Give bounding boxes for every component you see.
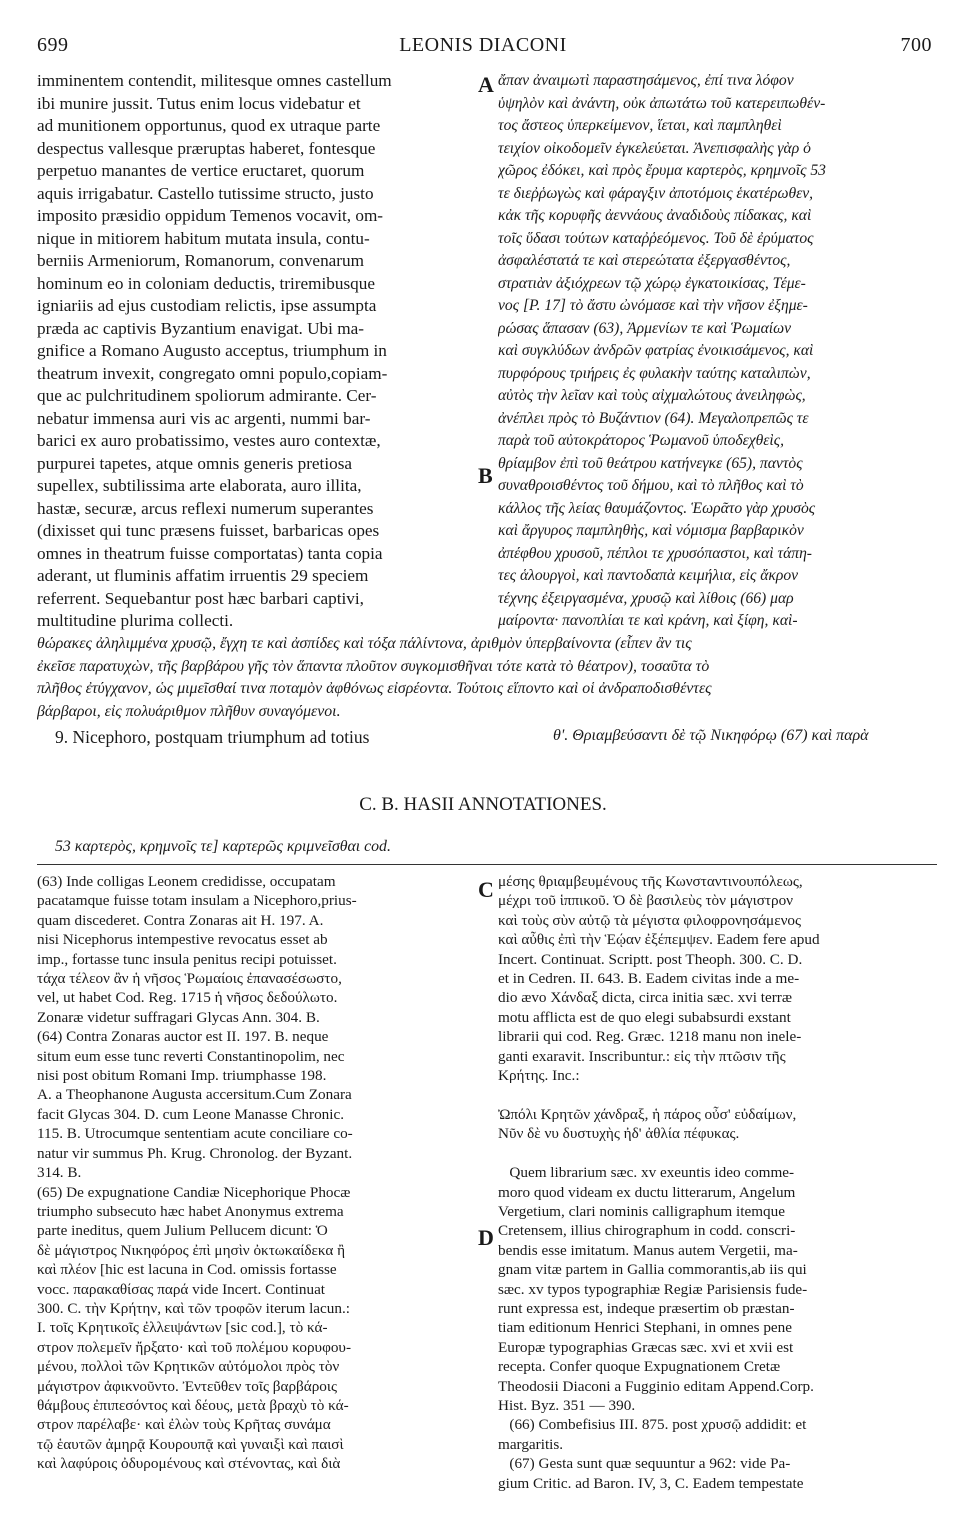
- annotation-line: Cretensem, illius chirographum in codd. conscri-: [498, 1222, 796, 1240]
- left-page-number: 699: [37, 34, 69, 56]
- latin-line: nebatur immensa auri vis ac argenti, nummi bar-: [37, 408, 371, 428]
- latin-line: nique in mitiorem habitum mutata insula, contu-: [37, 228, 370, 248]
- annotation-line: μένου, πολλοὶ τῶν Κρητικῶν αὐτόμολοι πρὸς τὸν: [37, 1358, 340, 1376]
- annotation-line: Zonaræ videtur suffragari Glycas Ann. 304. B.: [37, 1008, 320, 1026]
- latin-line: ibi munire jussit. Tutus enim locus videbatur et: [37, 93, 361, 113]
- greek-full-line: θώρακες ἀληλιμμένα χρυσῷ, ἔγχη τε καὶ ἀσπίδες καὶ τόξα πάλίντονα, ἀριθμὸν ὑπερβαίνοντα (εἶπεν ἂν τις: [37, 635, 692, 652]
- annotation-line: [498, 1144, 938, 1163]
- greek-line: ἄπαν ἀναιμωτὶ παραστησάμενος, ἐπί τινα λόφον: [498, 72, 794, 89]
- greek-line: συναθροισθέντος τοῦ δήμου, καὶ τὸ πλῆθος καὶ τὸ: [498, 477, 804, 494]
- annotation-line: Quem librarium sæc. xv exeuntis ideo comme-: [498, 1164, 795, 1182]
- greek-line: τοῖς ὕδασι τούτων καταῤῥεόμενος. Τοῦ δὲ ἐρύματος: [498, 229, 814, 247]
- annotation-line: quam discederet. Contra Zonaras ait H. 197. A.: [37, 911, 324, 929]
- greek-line: νος [P. 17] τὸ ἄστυ ὠνόμασε καὶ τὴν νῆσον ἐξημε-: [498, 297, 808, 314]
- greek-line: καὶ συγκλύδων ἀνδρῶν φατρίας ἐνοικισάμενος, καὶ: [498, 342, 814, 359]
- annotation-line: καὶ τοὺς σὺν αὐτῷ τὰ μέγιστα φιλοφρονησάμενος: [498, 911, 802, 929]
- annotation-line: 115. B. Utrocumque sententiam acute conciliare co-: [37, 1125, 353, 1143]
- annotation-line: Incert. Continuat. Scriptt. post Theoph. 300. C. D.: [498, 950, 803, 968]
- greek-line: θρίαμβον ἐπὶ τοῦ θεάτρου κατήνεγκε (65), παντὸς: [498, 454, 803, 472]
- annotation-line: 300. C. τὴν Κρήτην, καὶ τῶν τροφῶν iterum lacun.:: [37, 1299, 350, 1317]
- annotation-line: vocc. παρακαθίσας παρά vide Incert. Continuat: [37, 1280, 326, 1298]
- greek-line: χῶρος ἐδόκει, καὶ πρὸς ἔρυμα καρτερὸς, κρημνοῖς 53: [498, 162, 826, 179]
- greek-line: ἀπέφθου χρυσοῦ, πέπλοι τε χρυσόπαστοι, καὶ τάπη-: [498, 544, 812, 562]
- latin-line: aquis irrigabatur. Castello tutissime structo, justo: [37, 183, 374, 203]
- greek-text-column: [498, 70, 934, 633]
- annotation-line: καὶ λαφύροις ὀδυρομένους καὶ στένοντας, καὶ διὰ: [37, 1455, 341, 1473]
- annotation-line: dio ævo Χάνδαξ dicta, circa initia sæc. xvi terræ: [498, 989, 792, 1007]
- annotations-left-column: [37, 872, 482, 1474]
- annotation-line: στρον παρέλαβε· καὶ ἐλὼν τοὺς Κρῆτας συνάμα: [37, 1416, 331, 1434]
- annotation-line: vel, ut habet Cod. Reg. 1715 ἡ νῆσος δεδούλωτο.: [37, 989, 338, 1007]
- annotation-line: facit Glycas 304. D. cum Leone Manasse Chronic.: [37, 1105, 345, 1123]
- annotation-line: situm eum esse tunc reverti Constantinopolim, nec: [37, 1047, 345, 1065]
- annotation-line: et in Cedren. II. 643. B. Eadem civitas inde a me-: [498, 970, 800, 988]
- annotation-line: Νῦν δὲ νυ δυστυχὴς ἠδ' ἀθλία πέφυκας.: [498, 1125, 740, 1143]
- latin-line: omnes in theatrum fuisse comportatas) tanta copia: [37, 543, 383, 563]
- annotation-line: Theodosii Diaconi a Fugginio editam Append.Corp.: [498, 1377, 814, 1395]
- latin-line: ad munitionem opportunus, quod ex utraque parte: [37, 116, 381, 135]
- annotation-line: imp., fortasse tunc insula penitus recipi potuisset.: [37, 950, 337, 968]
- latin-line: supellex, subtilissima arte elaborata, auro illita,: [37, 476, 362, 495]
- annotations-right-column: [498, 872, 938, 1493]
- annotation-line: I. τοῖς Κρητικοῖς ἐλλειψάντων [sic cod.], τὸ κά-: [37, 1319, 328, 1337]
- latin-line: perpetuo manantes de vertice eructaret, quorum: [37, 161, 365, 180]
- latin-line: theatrum invexit, congregato omni populo,copiam-: [37, 363, 388, 383]
- annotation-line: (63) Inde colligas Leonem credidisse, occupatam: [37, 873, 336, 890]
- annotation-line: recepta. Confer quoque Expugnationem Cretæ: [498, 1358, 781, 1376]
- annotation-line: καὶ πλέον [hic est lacuna in Cod. omissis fortasse: [37, 1261, 337, 1279]
- annotation-line: Ὠπόλι Κρητῶν χάνδραξ, ἡ πάρος οὖσ' εὐδαίμων,: [498, 1105, 797, 1123]
- annotation-line: triumpho subsecuto hæc habet Anonymus extrema: [37, 1202, 344, 1220]
- greek-line: πυρφόρους τριήρεις ἐς φυλακὴν ταύτης καταλιπὼν,: [498, 364, 811, 382]
- greek-full-width-text: [37, 633, 937, 723]
- annotation-line: sæc. xv typos typographiæ Regiæ Parisiensis fude-: [498, 1280, 808, 1298]
- annotation-line: καὶ αὖθις ἐπὶ τὴν Ἑῴαν ἐξέπεμψεν. Eadem fere apud: [498, 931, 820, 949]
- annotation-line: runt expressa est, indeque præsertim ob præstan-: [498, 1299, 795, 1317]
- latin-line: despectus vallesque præruptas haberet, fontesque: [37, 138, 376, 158]
- annotation-line: moro quod videam ex ductu litterarum, Angelum: [498, 1183, 796, 1201]
- greek-line: κἀκ τῆς κορυφῆς ἀεννάους ἀναδιδοὺς πίδακας, καὶ: [498, 207, 812, 224]
- annotation-line: 314. B.: [37, 1164, 82, 1182]
- latin-line: referrent. Sequebantur post hæc barbari captivi,: [37, 588, 364, 608]
- annotation-line: librarii qui cod. Reg. Græc. 1218 manu non inele-: [498, 1028, 802, 1046]
- greek-line: τέχνης ἐξειργασμένα, χρυσῷ καὶ λίθοις (66) μαρ: [498, 589, 794, 607]
- section-9-greek: θ'. Θριαμβεύσαντι δὲ τῷ Νικηφόρῳ (67) καὶ παρὰ: [553, 727, 869, 744]
- annotation-line: μάγιστρον ἀφικνοῦντο. Ἐντεῦθεν τοῖς βαρβάροις: [37, 1377, 337, 1395]
- annotation-line: στρον πολεμεῖν ἤρξατο· καὶ τοῦ πολέμου κορυφου-: [37, 1338, 352, 1356]
- margin-marker-a: A: [478, 72, 494, 97]
- footnote-divider: [37, 864, 937, 865]
- annotation-line: δὲ μάγιστρος Νικηφόρος ἐπὶ μησὶν ὀκτωκαίδεκα ἢ: [37, 1241, 346, 1259]
- greek-full-line: πλῆθος ἐτύγχανον, ὡς μιμεῖσθαί τινα ποταμὸν ἀφθόνως εἰσρέοντα. Τούτοις εἵποντο καὶ οἱ ἀνδραποδισθέντες: [37, 680, 712, 697]
- latin-text-column: [37, 70, 482, 633]
- footnote-53: 53 καρτερὸς, κρημνοῖς τε] καρτερῶς κριμνεῖσθαι cod.: [55, 838, 391, 855]
- annotation-line: natur vir summus Ph. Krug. Chronolog. der Byzant.: [37, 1144, 353, 1162]
- annotation-line: (66) Combefisius III. 875. post χρυσῷ addidit: et: [498, 1416, 807, 1434]
- greek-line: τες ἁλουργοὶ, καὶ παντοδαπὰ κειμήλια, εἰς ἄκρον: [498, 567, 799, 584]
- annotation-line: A. a Theophanone Augusta accersitum.Cum Zonara: [37, 1086, 352, 1104]
- annotation-line: margaritis.: [498, 1435, 564, 1453]
- annotation-line: pacatamque fuisse totam insulam a Nicephoro,prius-: [37, 892, 357, 910]
- greek-line: ἀσφαλέστατά τε καὶ στερεώτατα ἐξεργασθέντος,: [498, 252, 791, 269]
- latin-line: multitudine plurima collecti.: [37, 611, 234, 630]
- greek-line: τε διεῤῥωγὼς καὶ φάραγξιν ἀποτόμοις ἑκατέρωθεν,: [498, 184, 814, 202]
- latin-line: purpurei tapetes, atque omnis generis pretiosa: [37, 453, 353, 473]
- greek-line: ὑψηλὸν καὶ ἀνάντη, οὐκ ἀπωτάτω τοῦ κατερειπωθέν-: [498, 94, 826, 112]
- latin-line: (dixisset qui tunc præsens fuisset, barbaricas opes: [37, 521, 380, 540]
- greek-line: παρὰ τοῦ αὐτοκράτορος Ῥωμανοῦ ὑποδεχθεὶς,: [498, 432, 784, 449]
- annotation-line: Hist. Byz. 351 — 390.: [498, 1396, 636, 1414]
- latin-line: aderant, ut fluminis affatim irruentis 29 speciem: [37, 566, 369, 585]
- greek-line: κάλλος τῆς λείας θαυμάζοντος. Ἑωρᾶτο γὰρ χρυσὸς: [498, 499, 816, 517]
- annotations-heading: C. B. HASII ANNOTATIONES.: [359, 794, 607, 815]
- greek-line: ἀνέπλει πρὸς τὸ Βυζάντιον (64). Μεγαλοπρεπῶς τε: [498, 409, 809, 427]
- annotation-line: (67) Gesta sunt quæ sequuntur a 962: vide Pa-: [498, 1455, 791, 1473]
- annotation-line: Vergetium, clari nominis calligraphum itemque: [498, 1202, 785, 1220]
- annotation-line: nisi post obitum Romani Imp. triumphasse 198.: [37, 1067, 327, 1085]
- greek-line: τειχίον οἰκοδομεῖν ἐγκελεύεται. Ἀνεπισφαλὴς γὰρ ὁ: [498, 139, 811, 157]
- greek-line: στρατιὰν ἀξιόχρεων τῷ χώρῳ ἐγκατοικίσας, Τέμε-: [498, 274, 806, 292]
- running-title: LEONIS DIACONI: [399, 34, 567, 56]
- greek-line: αὐτὸς τὴν λεῖαν καὶ τοὺς αἰχμαλώτους ἀνειληφὼς,: [498, 387, 806, 404]
- margin-marker-c: C: [478, 877, 494, 902]
- latin-line: imminentem contendit, militesque omnes castellum: [37, 71, 392, 90]
- annotation-line: [498, 1085, 938, 1104]
- annotation-line: (64) Contra Zonaras auctor est II. 197. B. neque: [37, 1028, 329, 1046]
- section-9-latin: 9. Nicephoro, postquam triumphum ad totius: [55, 727, 370, 747]
- annotation-line: ganti exaravit. Inscribuntur.: εἰς τὴν πτῶσιν τῆς: [498, 1047, 786, 1065]
- greek-line: μαίροντα· πανοπλίαι τε καὶ κράνη, καὶ ξίφη, καὶ-: [498, 612, 798, 629]
- annotation-line: μέσης θριαμβευμένους τῆς Κωνσταντινουπόλεως,: [498, 873, 803, 890]
- margin-marker-d: D: [478, 1225, 494, 1250]
- annotation-line: μέχρι τοῦ ἱππικοῦ. Ὁ δὲ βασιλεὺς τὸν μάγιστρον: [498, 892, 794, 910]
- annotation-line: motu afflicta est de quo elegi subabsurdi exstant: [498, 1008, 791, 1026]
- greek-full-line: βάρβαροι, εἰς πολυάριθμον πλῆθυν συναγόμενοι.: [37, 702, 341, 720]
- latin-line: berniis Armeniorum, Romanorum, convenarum: [37, 251, 364, 270]
- annotation-line: τῷ ἑαυτῶν ἀμηρᾷ Κουρουπᾷ καὶ γυναιξὶ καὶ παισὶ: [37, 1435, 344, 1453]
- annotation-line: parte ineditus, quem Julium Pellucem dicunt: Ὁ: [37, 1222, 328, 1240]
- greek-line: ρώσας ἅπασαν (63), Ἀρμενίων τε καὶ Ῥωμαίων: [498, 319, 792, 337]
- latin-line: imposito præsidio oppidum Temenos vocavit, om-: [37, 206, 384, 225]
- annotation-line: θάμβους ἐπιπεσόντος καὶ δέους, μετὰ βραχὺ τὸ κά-: [37, 1396, 349, 1414]
- latin-line: hominum eo in coloniam deductis, triremibusque: [37, 273, 375, 293]
- annotation-line: Europæ typographias Græcas sæc. xvi et xvii est: [498, 1338, 794, 1356]
- latin-line: gnifice a Romano Augusto acceptus, triumphum in: [37, 341, 387, 360]
- annotation-line: nisi Nicephorus intempestive revocatus esset ab: [37, 931, 328, 949]
- latin-line: que ac pulchritudinem spoliorum admirante. Cer-: [37, 386, 377, 405]
- right-page-number: 700: [900, 34, 932, 56]
- annotation-line: bendis esse imitatum. Manus autem Vergetii, ma-: [498, 1241, 798, 1259]
- margin-marker-b: B: [478, 463, 493, 488]
- annotation-line: τάχα τέλεον ἂν ἡ νῆσος Ῥωμαίοις ἐπανασέσωστο,: [37, 970, 342, 988]
- latin-line: præda ac captivis Byzantium enavigat. Ubi ma-: [37, 318, 364, 338]
- annotation-line: gium Critic. ad Baron. IV, 3, C. Eadem tempestate: [498, 1474, 804, 1492]
- annotation-line: tiam editionum Henrici Stephani, in omnes pene: [498, 1319, 792, 1337]
- greek-line: τος ἄστεος ὑπερκείμενον, ἵεται, καὶ παμπληθεὶ: [498, 117, 782, 134]
- greek-line: καὶ ἄργυρος παμπληθὴς, καὶ νόμισμα βαρβαρικὸν: [498, 522, 804, 539]
- annotation-line: (65) De expugnatione Candiæ Nicephorique Phocæ: [37, 1183, 351, 1201]
- latin-line: hastæ, securæ, arcus reflexi numerum superantes: [37, 498, 374, 518]
- greek-full-line: ἐκεῖσε παρατυχὼν, τῆς βαρβάρου γῆς τὸν ἅπαντα πλοῦτον συγκομισθῆναι τότε κατὰ τὸ θέατρον), τοσαῦτα τὸ: [37, 657, 710, 675]
- annotation-line: gnam vitæ partem in Gallia commorantis,ab iis qui: [498, 1261, 807, 1279]
- latin-line: igniariis ad ejus custodiam relictis, ipse assumpta: [37, 296, 377, 315]
- annotation-line: Κρήτης. Inc.:: [498, 1067, 580, 1085]
- latin-line: barici ex auro probatissimo, vestes auro contextæ,: [37, 431, 381, 450]
